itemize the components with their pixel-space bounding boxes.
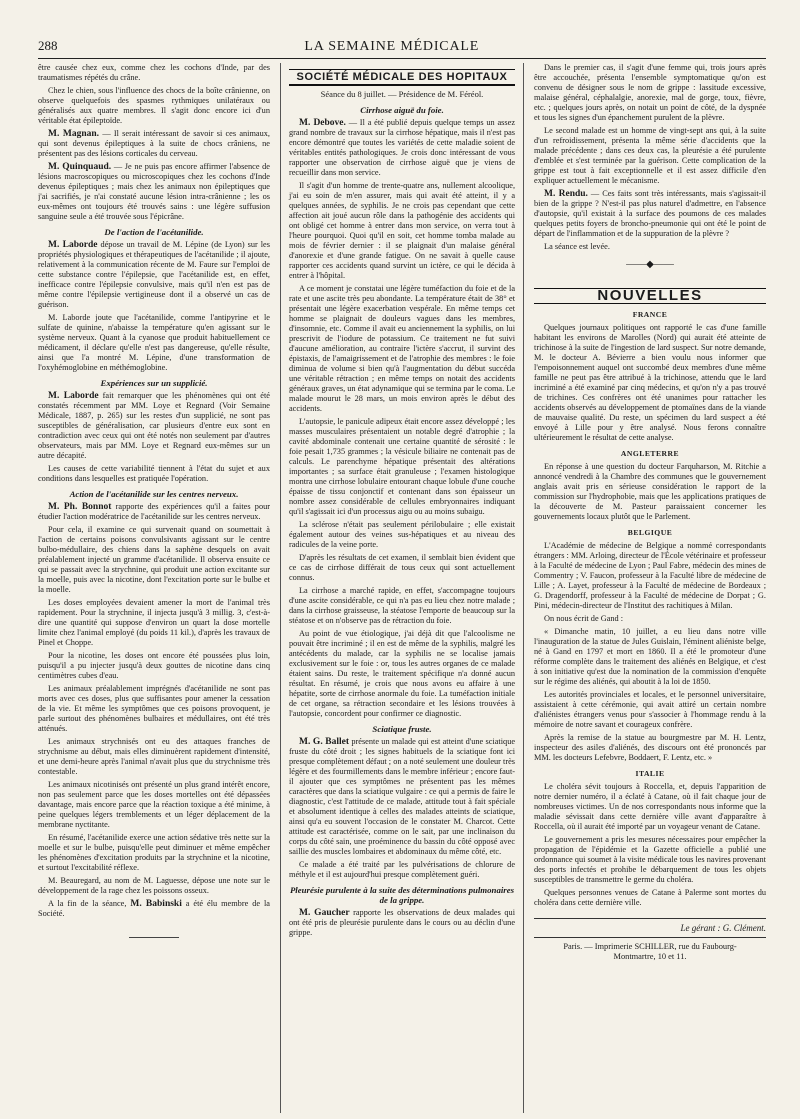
paragraph: Les animaux nicotinisés ont présenté un plus grand intérêt encore, non pas seulement parce que les doses mortelles ont été dépassées davantage, mais encore parce que la réaction toxique a été minime, à peine quelques légers tremblements et un léger déplacement de la membrane nyctitante. (38, 780, 270, 829)
speech-text: dépose un travail de M. Lépine (de Lyon) sur les propriétés physiologiques et thérapeutiques de l'acétanilide ; il ajoute, relativement à la communication récente de M. Faure sur l'emploi de cette substance contre l'épilepsie, que l'acétanilide est, en effet, inefficace contre l'épilepsie convulsive, mais qu'il n'en est pas de même contre l'épilepsie vertigineuse dont il a observé un cas de guérison. (38, 240, 270, 309)
paragraph: Au point de vue étiologique, j'ai déjà dit que l'alcoolisme ne pouvait être incriminé ; il en est de même de la syphilis, malgré les antécédents du malade, car la syphilis ne se localise jamais exclusivement sur le foie : or, tous les autres organes de ce malade étaient sains. Du reste, le traitement spécifique n'a donné aucun résultat. En résumé, je crois que nous avons eu affaire à une hépatite, sorte de cirrhose anormale du foie. La tuméfaction initiale de cet organe, sa rétraction secondaire et les lésions trouvées à l'autopsie, concordent pour confirmer ce diagnostic. (288, 629, 516, 718)
speech-text: — Ces faits sont très intéressants, mais s'agissait-il bien de la grippe ? N'est-il pas plus naturel d'admettre, en l'absence d'autopsie, qu'il existait à la surface des poumons de ces malades quelques petits foyers de broncho-pneumonie qui ont été le point de départ de l'inflammation et de la suppuration de la plèvre ? (534, 189, 766, 238)
paragraph: Ce malade a été traité par les pulvérisations de chlorure de méthyle et il est aujourd'hui presque complètement guéri. (288, 860, 516, 879)
paragraph: être causée chez eux, comme chez les cochons d'Inde, par des traumatismes répétés du crâne. (38, 63, 270, 82)
speaker-name: M. Rendu. (544, 189, 588, 199)
news-item: Le choléra sévit toujours à Roccella, et, depuis l'apparition de notre dernier numéro, il a éclaté à Catane, où il fait chaque jour de nombreuses victimes. Un de nos correspondants nous informe que la maladie sévissait dans cette dernière ville avant d'apparaître à Roccella, où il aurait été importé par un voyageur venant de Catane. (534, 782, 766, 831)
paragraph: Les animaux préalablement imprégnés d'acétanilide ne sont pas morts avec ces doses, plus que suffisantes pour amener la cessation de la vie. Et même les symptômes que ces poisons provoquent, je parle surtout des phénomènes bulbaires et médullaires, ont été très atténués. (38, 684, 270, 733)
news-item: Quelques journaux politiques ont rapporté le cas d'une famille habitant les environs de Marolles (Nord) qui aurait été atteinte de trichinose à la suite de l'ingestion de lard suspect. Sur notre demande, M. le docteur A. Bévierre a bien voulu nous informer que l'empoisonnement auquel ont succombé deux membres d'une même famille ne peut pas être attribué à la trichinose, attendu que le lard incriminé a été examiné par cinq médecins, et qu'on n'y a pas trouvé de trichines. Ces confrères ont été unanimes pour rattacher les accidents observés au développement de ptomaïnes dans de la viande de mauvaise qualité. Du reste, un spécimen du lard suspect a été envoyé à Lille pour y être analysé. Nous ferons connaître ultérieurement le résultat de cette analyse. (534, 323, 766, 442)
columns (38, 63, 766, 1113)
country-heading-belgique: BELGIQUE (627, 528, 673, 537)
closing-paragraph (38, 899, 270, 919)
paragraph: Chez le chien, sous l'influence des chocs de la boîte crânienne, on observe quelquefois des spasmes rythmiques unilatéraux ou généralisés aux quatre membres. Il s'agit donc encore ici d'un véritable état épileptoïde. (38, 86, 270, 125)
journal-title: LA SEMAINE MÉDICALE (304, 39, 480, 54)
right-column (534, 63, 766, 1113)
paragraph: Pour cela, il examine ce qui survenait quand on soumettait à l'action de certains poisons convulsivants agissant sur le centre bulbo-médullaire, des chiens dans la saphène desquels on avait préalablement injecté un gramme d'acétanilide. Il observa ensuite ce qui se passait avec la strychnine, qui produit une action excitante sur la moelle, puis avec la nicotine, dont l'excitation porte sur le bulbe et la moelle. (38, 525, 270, 594)
paragraph: Il s'agit d'un homme de trente-quatre ans, nullement alcoolique, j'ai eu soin de m'en assurer, mais qui avait été atteint, il y a quelques années, de syphilis. Je ne crois pas cependant que cette affection ait joué aucun rôle dans la pathogénie des accidents qui ont obligé cet homme à entrer dans mon service, on verra tout à l'heure pourquoi. Quoi qu'il en soit, cet homme tomba malade au mois de février dernier : il se plaignait d'un malaise général d'anorexie et d'une grande fatigue. On ne savait à quelle cause rapporter ces accidents quand survint un ictère, ce qui le décida à entrer à l'hôpital. (288, 181, 516, 280)
speech-text: — Il serait intéressant de savoir si ces animaux, qui sont devenus épileptiques à la suite de chocs crâniens, ne présentent pas des lésions corticales du cerveau. (38, 129, 270, 158)
speaker-name: M. Magnan. (48, 129, 100, 139)
paragraph: M. Beauregard, au nom de M. Laguesse, dépose une note sur le développement de la rage chez les poissons osseux. (38, 876, 270, 895)
speaker-name: M. G. Ballet (298, 737, 350, 747)
paragraph: M. Laborde joute que l'acétanilide, comme l'antipyrine et le sulfate de quinine, n'abaisse la température qu'en agissant sur le système nerveux. Quant à la cyanose que produit habituellement ce médicament, il déclare qu'elle n'est pas dangereuse, qu'elle résulte, ainsi que l'a montré M. Lépine, d'une transformation de l'oxyhémoglobine en méthémoglobine. (38, 313, 270, 372)
section-heading: Cirrhose aiguë du foie. (360, 105, 444, 115)
page-header (38, 38, 766, 59)
country-heading-italie: ITALIE (635, 769, 665, 778)
page-number: 288 (38, 38, 58, 53)
news-item: Après la remise de la statue au bourgmestre par M. H. Lentz, inspecteur des asiles d'aliénés, des discours ont été prononcés par MM. les docteurs Lefebvre, Boddaert, F. Lentz, etc. » (534, 733, 766, 762)
section-heading: Sciatique fruste. (372, 724, 432, 734)
diamond-ornament-icon: ——◆—— (626, 259, 674, 270)
gerant-signature: Le gérant : G. Clément. (534, 918, 766, 933)
news-item: Quelques personnes venues de Catane à Palerme sont mortes du choléra dans cette dernière ville. (534, 888, 766, 907)
country-heading-france: FRANCE (632, 310, 668, 319)
left-column (38, 63, 270, 1113)
closing-text: a été élu membre de la Société. (38, 899, 270, 918)
paragraph: Les animaux strychnisés ont eu des attaques franches de strychnisme au début, mais elles diminuèrent rapidement d'intensité, et une demi-heure après l'animal n'avait plus que du strychnisme très contestable. (38, 737, 270, 776)
speech-quinquaud (38, 162, 270, 222)
paragraph: Les causes de cette variabilité tiennent à l'état du sujet et aux conditions dans lesquelles est pratiquée l'opération. (38, 464, 270, 483)
paragraph: A ce moment je constatai une légère tuméfaction du foie et de la rate et une ascite très peu abondante. La température était de 38° et présentait une légère exacerbation vespérale. En même temps cet homme se plaignait de douleurs vagues dans les membres, d'insomnie, etc. Comme il avait eu anciennement la syphilis, on lui prescrivit de l'iodure de potassium. Ce traitement ne fut suivi d'aucune amélioration, au contraire l'ictère s'accrut, il survint des épistaxis, de l'amaigrissement et de l'atrophie des membres : le foie diminua de volume si bien qu'à l'augmentation du début succéda une véritable rétraction ; en même temps on notait des accidents généraux graves, un état adynamique qui se termina par le coma. Le malade mourut le 28 mars, un mois environ après le début des accidents. (288, 284, 516, 413)
speech-text: présente un malade qui est atteint d'une sciatique fruste du côté droit ; les signes habituels de la sciatique font ici presque complètement défaut ; on a noté seulement une douleur très légère et des fourmillements dans le membre inférieur ; encore faut-il ajouter que ces symptômes ne présentent pas les mêmes caractères que dans la sciatique vulgaire : ce qui a permis de faire le diagnostic, c'est l'attitude de ce malade, attitude tout à fait spéciale et absolument identique à celles des malades atteints de sciatique, ainsi qu'a eu souvent l'occasion de le constater M. Charcot. Cette attitude est caractérisée, comme on le sait, par une inclinaison du corps du côté sain, une proéminence du bassin du côté opposé avec saillie des muscles lombaires et abdominaux du même côté, etc. (288, 737, 516, 856)
speaker-name: M. Babinski (130, 899, 182, 909)
paragraph: En résumé, l'acétanilide exerce une action sédative très nette sur la moelle et sur le bulbe, puisqu'elle peut diminuer et même empêcher les phénomènes d'excitation produits par la strychnine et la nicotine, et surtout l'excitabilité réflexe. (38, 833, 270, 872)
session-line: Séance du 8 juillet. — Présidence de M. Féréol. (320, 89, 484, 99)
paragraph: Dans le premier cas, il s'agit d'une femme qui, trois jours après être accouchée, présenta l'ensemble symptomatique qu'on est convenu de désigner sous le nom de grippe : lassitude excessive, malaise général, céphalalgie, anorexie, mal de gorge, toux, fièvre, etc. ; quelques jours après, on notait un point de côté, de la dyspnée et tous les signes d'un épanchement purulent de la plèvre. (534, 63, 766, 122)
printer-imprint (534, 937, 766, 962)
speaker-name: M. Laborde (48, 240, 98, 250)
news-item: « Dimanche matin, 10 juillet, a eu lieu dans notre ville l'inauguration de la statue de Jules Guislain, l'éminent aliéniste belge, né à Gand en 1797 et mort en 1860. Il a été le promoteur d'une réforme complète dans le traitement des aliénés en Belgique, et c'est à son initiative qu'est due la nomination de la commission d'enquête sur le régime des aliénés, qui aboutit à la loi de 1850. (534, 627, 766, 686)
news-item: Le gouvernement a pris les mesures nécessaires pour empêcher la propagation de l'épidémie et la Gazette officielle a publié une ordonnance qui soumet à la visite médicale tous les navires provenant des ports infectés et prohibe le débarquement de tous les objets susceptibles de transmettre le germe du choléra. (534, 835, 766, 884)
paragraph: Pour la nicotine, les doses ont encore été poussées plus loin, puisqu'il a pu injecter jusqu'à deux gouttes de nicotine dans cinq centimètres cubes d'eau. (38, 651, 270, 680)
paragraph: Le second malade est un homme de vingt-sept ans qui, à la suite d'un refroidissement, présenta la même série d'accidents que la malade précédente ; dans ces deux cas, la pleurésie a été purulente d'emblée et s'est terminée par la guérison. Cette complication de la grippe est tout à fait exceptionnelle et il est assez difficile d'en expliquer actuellement le mécanisme. (534, 126, 766, 185)
speaker-name: M. Ph. Bonnot (48, 502, 112, 512)
paragraph: La cirrhose a marché rapide, en effet, s'accompagne toujours d'une ascite considérable, ce qui n'a pas eu lieu chez notre malade ; dans la cirrhose graisseuse, la stéatose l'emporte de beaucoup sur la stéatose et on n'observe pas de rétraction du foie. (288, 586, 516, 625)
news-item: Les autorités provinciales et locales, et le personnel universitaire, assistaient à cette cérémonie, qui avait attiré un certain nombre d'aliénistes étrangers venus pour s'associer à l'hommage rendu à la mémoire de notre savant et courageux confrère. (534, 690, 766, 729)
speech-text: rapporte les observations de deux malades qui ont été pris de pleurésie purulente dans le cours ou au déclin d'une grippe. (288, 908, 516, 937)
speech-magnan (38, 129, 270, 159)
speech-gaucher (289, 908, 515, 938)
speaker-name: M. Quinquaud. (48, 162, 112, 172)
speech-text: rapporte des expériences qu'il a faites pour étudier l'action modératrice de l'acétanilide sur les centres nerveux. (38, 502, 270, 521)
paragraph: La sclérose n'était pas seulement périlobulaire ; elle existait également autour des veines sus-hépatiques et au niveau des radicules de la veine porte. (288, 520, 516, 549)
speech-text: — Il a été publié depuis quelque temps un assez grand nombre de travaux sur la cirrhose hépatique, mais il n'est pas encore démontré que toutes les variétés de cette maladie soient de véritables entités pathologiques. Je crois donc intéressant de vous rapporter une observation de cirrhose aiguë que je viens de recueillir dans mon service. (288, 118, 516, 177)
paragraph: D'après les résultats de cet examen, il semblait bien évident que ce cas de cirrhose différait de tous ceux qui sont actuellement connus. (288, 553, 516, 582)
news-item: L'Académie de médecine de Belgique a nommé correspondants étrangers : MM. Arloing, directeur de l'École vétérinaire et professeur à la Faculté de médecine de Lyon ; Paul Fabre, médecin des mines de Commentry ; V. Faucon, professeur à la Faculté libre de médecine de Lille ; A. Layet, professeur à la Faculté de médecine de Bordeaux ; G. Dragendorff, professeur à la Faculté de médecine de Dorpat ; G. Pini, médecin-directeur de l'Institut des rachitiques à Milan. (534, 541, 766, 610)
news-item: On nous écrit de Gand : (544, 614, 624, 623)
news-heading: NOUVELLES (534, 288, 766, 304)
speaker-name: M. Laborde (48, 391, 99, 401)
country-heading-angleterre: ANGLETERRE (620, 449, 680, 458)
speech-laborde (38, 240, 270, 310)
news-item: En réponse à une question du docteur Farquharson, M. Ritchie a annoncé vendredi à la Chambre des communes que le gouvernement anglais avait pris en sérieuse considération le rapport de la commission sur l'hydrophobie, mais que les applications pratiques de la découverte de M. Pasteur paraissaient concerner les gouvernements locaux plutôt que le Parlement. (534, 462, 766, 521)
paragraph: L'autopsie, le panicule adipeux était encore assez développé ; les masses musculaires présentaient un notable degré d'atrophie ; la cavité abdominale contenait une certaine quantité de sérosité : le foie pesait 1,735 grammes ; la vésicule biliaire ne contenait pas de calculs. Le parenchyme hépatique présentait des altérations importantes ; sa surface était granuleuse ; l'examen histologique montra une cirrhose lobulaire entourant chaque lobule d'une couche épaisse de tissu conjonctif et contenant dans son épaisseur un nombre assez considérable de cellules embryonnaires indiquant qu'il s'agissait ici d'un processus aigu ou au moins subaigu. (288, 417, 516, 516)
middle-column (280, 63, 524, 1113)
session-end: La séance est levée. (544, 242, 610, 251)
speech-debove (289, 118, 515, 178)
imprint-line: Paris. — Imprimerie SCHILLER, rue du Faubourg- (563, 942, 737, 951)
closing-text: A la fin de la séance, (48, 899, 127, 908)
speech-laborde (38, 391, 270, 461)
speech-rendu (534, 189, 766, 239)
speech-ballet (289, 737, 515, 857)
section-end-rule (129, 937, 179, 938)
section-heading: Action de l'acétanilide sur les centres nerveux. (69, 489, 239, 499)
speech-text: — Je ne puis pas encore affirmer l'absence de lésions macroscopiques ou microscopiques chez les cochons d'Inde devenus épileptiques ; mais chez les animaux non épileptiques que j'ai sacrifiés, je n'ai constaté aucune lésion intra-crânienne ; les os eux-mêmes ont toujours été trouvés sains : une légère suffusion sanguine seule a été trouvée sous l'épicrâne. (38, 162, 270, 221)
speech-text: fait remarquer que les phénomènes qui ont été constatés récemment par MM. Loye et Regnard (Voir Semaine Médicale, 1887, p. 265) sur les restes d'un supplicié, ne sont pas susceptibles de généralisation, car plusieurs d'entre eux sont en contradiction avec ceux qui ont été notés non seulement par d'autres observateurs, mais par MM. Loye et Regnard eux-mêmes sur un autre décapité. (38, 391, 270, 460)
speaker-name: M. Debove. (298, 118, 346, 128)
society-title: SOCIÉTÉ MÉDICALE DES HOPITAUX (289, 69, 515, 86)
imprint-line: Montmartre, 10 et 11. (613, 952, 687, 961)
paragraph: Les doses employées devaient amener la mort de l'animal très rapidement. Pour la strychnine, il injecta jusqu'à 3 millig. 3, c'est-à-dire une quantité qui suppose d'environ un quart la dose mortelle limite chez l'animal employé (du poids 11 kil.), d'après les travaux de Pinel et Choppe. (38, 598, 270, 647)
section-heading: Pleurésie purulente à la suite des déterminations pulmonaires de la grippe. (289, 885, 515, 905)
speech-bonnot (38, 502, 270, 522)
speaker-name: M. Gaucher (298, 908, 350, 918)
section-heading: Expériences sur un supplicié. (100, 378, 208, 388)
section-heading: De l'action de l'acétanilide. (104, 227, 204, 237)
